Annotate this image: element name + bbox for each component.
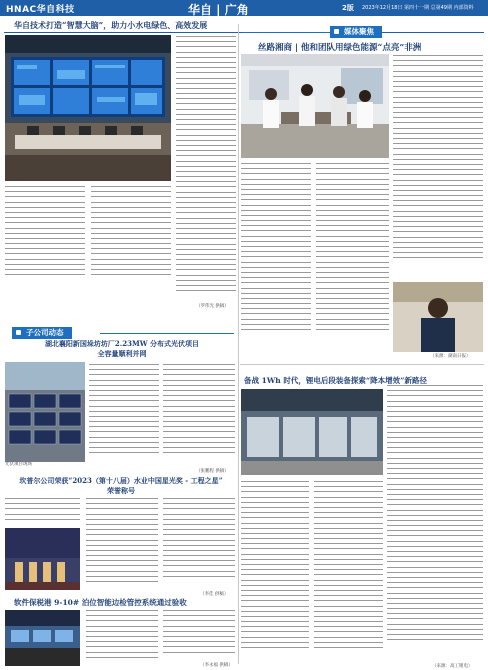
pv-rooftop-photo	[5, 362, 85, 462]
storage-body-col-c	[314, 481, 383, 663]
award-headline-2: 荣誉称号	[107, 486, 135, 495]
software-body-col-b	[163, 610, 235, 660]
award-body-col-b	[86, 498, 158, 594]
column-divider	[238, 24, 239, 664]
hubei-body-col-b	[163, 364, 235, 466]
storage-byline: （来源：高工锂电）	[432, 664, 473, 669]
award-headline-1: 坎普尔公司荣获“2023（第十八届）水业中国星光奖 - 工程之星”	[19, 476, 223, 485]
media-body-col-a	[393, 55, 483, 277]
robot-headline: 华自技术打造“智慧大脑”，助力小水电绿色、高效发展	[14, 20, 208, 30]
battery-line-photo	[241, 389, 383, 475]
port-terminal-photo	[5, 610, 80, 666]
software-headline: 软件保税港 9-10# 泊位智能边检管控系统通过验收	[14, 598, 187, 607]
robot-body-left	[5, 186, 85, 284]
hubei-byline: （张鹏程 供稿）	[196, 469, 229, 474]
robot-body-right	[176, 36, 236, 312]
office-meeting-image	[241, 54, 389, 158]
robot-byline: （罗伟光 供稿）	[196, 304, 229, 309]
dateline: 2023年12月18日 第四十一期 总第49期 内部资料	[362, 5, 474, 11]
page-number: 2版	[342, 4, 354, 12]
media-banner: 媒体聚焦	[330, 26, 382, 38]
software-body-col-a	[86, 610, 158, 666]
award-ceremony-photo	[5, 528, 80, 590]
office-meeting-photo	[241, 54, 389, 158]
award-body-col-a	[5, 498, 80, 526]
hubei-headline-2: 全容量顺利并网	[97, 349, 147, 358]
media-portrait-image	[393, 282, 483, 352]
media-portrait-photo	[393, 282, 483, 352]
storage-body-col-a	[387, 385, 483, 663]
storage-headline: 备战 1Wh 时代，锂电后段装备探索“降本增效”新路径	[244, 376, 427, 385]
pv-rooftop-image	[5, 362, 85, 462]
media-headline: 丝路湘商 | 他和团队用绿色能源“点亮”非洲	[258, 43, 422, 53]
hubei-body-col-a	[89, 364, 159, 466]
masthead-logo: HNAC华自科技	[6, 5, 75, 15]
media-body-col-c	[316, 163, 389, 351]
port-terminal-image	[5, 610, 80, 666]
award-ceremony-image	[5, 528, 80, 590]
battery-line-image	[241, 389, 383, 475]
subsidiary-banner-rule	[100, 333, 234, 334]
masthead	[0, 0, 488, 16]
software-byline: （李永福 供稿）	[200, 663, 233, 668]
storage-body-col-b	[241, 481, 309, 663]
section-title: 华自 | 广角	[188, 3, 249, 17]
subsidiary-banner: 子公司动态	[12, 327, 72, 339]
hubei-headline-1: 湖北襄阳新国垛坊坊厂2.23MW 分布式光伏项目	[44, 339, 200, 348]
hubei-photo-caption: 光伏项目现场	[5, 462, 32, 467]
media-banner-rule	[242, 32, 330, 33]
section-divider	[240, 364, 484, 365]
media-byline: （来源：湖南日报）	[430, 354, 471, 359]
control-room-photo	[5, 35, 171, 181]
award-body-col-c	[163, 498, 235, 588]
robot-body-mid	[91, 186, 171, 284]
media-body-col-b	[241, 163, 311, 351]
control-room-image	[5, 35, 171, 181]
award-byline: （李佳 供稿）	[200, 592, 229, 597]
